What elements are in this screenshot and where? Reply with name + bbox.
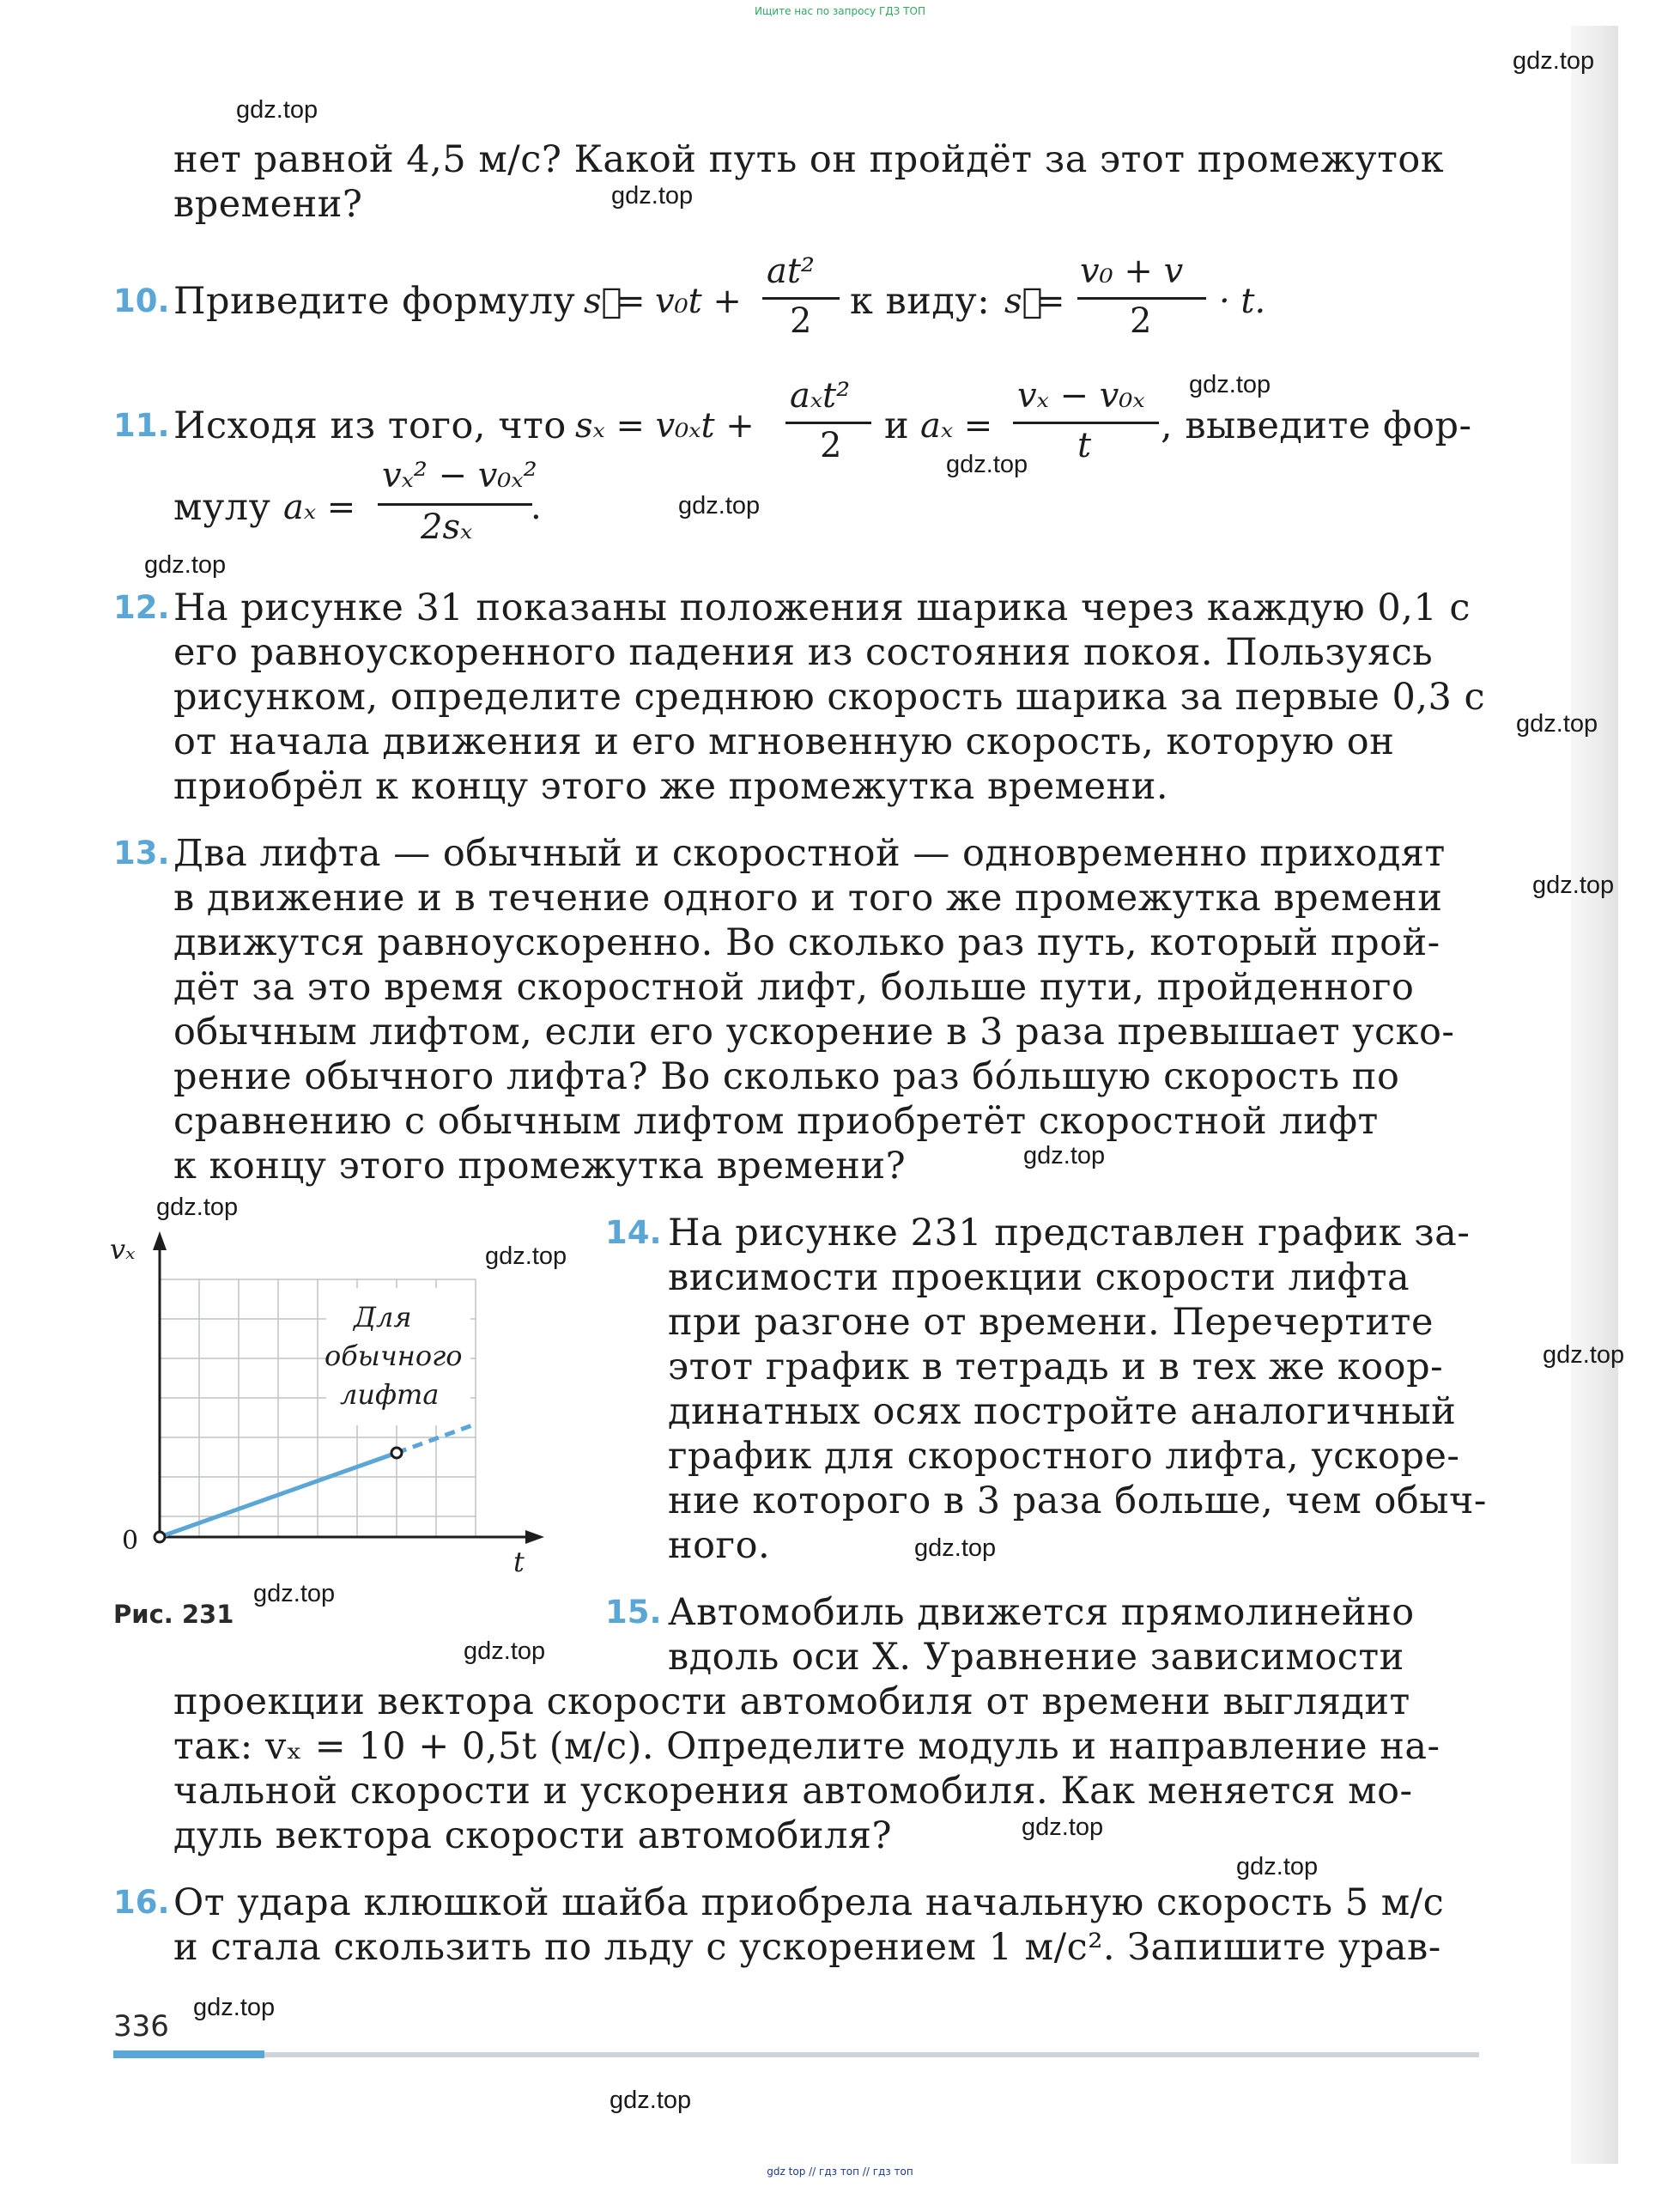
problem-number: 16. <box>113 1884 170 1921</box>
watermark: gdz.top <box>1236 1853 1319 1880</box>
formula-end: . <box>531 488 542 527</box>
figure-caption: Рис. 231 <box>113 1600 234 1629</box>
problem15-line: вдоль оси X. Уравнение зависимости <box>668 1636 1404 1679</box>
watermark: gdz.top <box>156 1194 239 1221</box>
formula-s: s⃗ <box>1004 282 1043 321</box>
problem13-line: рение обычного лифта? Во сколько раз бóльшую скорость по <box>173 1055 1400 1098</box>
fraction-denominator: 2 <box>1130 301 1152 341</box>
fraction-numerator: vₓ − v₀ₓ <box>1017 376 1145 416</box>
watermark: gdz.top <box>1516 710 1598 738</box>
problem-number: 15. <box>605 1594 662 1631</box>
fraction-bar <box>378 503 532 506</box>
watermark: gdz.top <box>1513 47 1595 75</box>
fraction-bar <box>762 297 840 300</box>
watermark: gdz.top <box>1543 1341 1625 1369</box>
problem10-lead: Приведите формулу <box>173 280 576 323</box>
fraction-numerator: aₓt² <box>790 376 851 416</box>
watermark: gdz.top <box>1023 1142 1106 1169</box>
problem14-line: этот график в тетрадь и в тех же коор- <box>668 1346 1444 1388</box>
problem9-line: нет равной 4,5 м/с? Какой путь он пройдёт за этот промежуток <box>173 138 1445 181</box>
watermark: gdz.top <box>946 451 1028 478</box>
footer-rule <box>264 2052 1479 2057</box>
problem12-line: его равноускоренного падения из состояния покоя. Пользуясь <box>173 631 1434 674</box>
problem14-line: динатных осях постройте аналогичный <box>668 1390 1457 1433</box>
problem15-line: Автомобиль движется прямолинейно <box>668 1591 1415 1634</box>
problem12-line: от начала движения и его мгновенную скорость, которую он <box>173 720 1395 763</box>
x-axis-label: t <box>513 1546 525 1578</box>
formula-s: s <box>584 282 622 321</box>
problem9-line: времени? <box>173 183 363 226</box>
problem13-line: к концу этого промежутка времени? <box>173 1145 907 1188</box>
page-number: 336 <box>113 2009 169 2044</box>
fraction-bar <box>1077 297 1206 300</box>
problem14-line: ние которого в 3 раза больше, чем обыч- <box>668 1479 1487 1522</box>
conjunction: и <box>884 404 910 447</box>
fraction-denominator: 2 <box>820 426 842 465</box>
problem14-line: На рисунке 231 представлен график за- <box>668 1212 1471 1254</box>
formula-sx: sₓ = v₀ₓt + <box>575 406 755 446</box>
graph-note: обычного <box>324 1340 463 1372</box>
bottom-banner: gdz top // гдз топ // гдз топ <box>767 2166 913 2178</box>
watermark: gdz.top <box>464 1637 546 1665</box>
problem-number: 14. <box>605 1214 662 1251</box>
graph-note: лифта <box>340 1378 440 1411</box>
problem15-line: так: vₓ = 10 + 0,5t (м/с). Определите модуль и направление на- <box>173 1725 1440 1768</box>
watermark: gdz.top <box>1532 872 1615 899</box>
fraction-bar <box>1013 422 1159 424</box>
watermark: gdz.top <box>485 1242 567 1270</box>
problem13-line: сравнению с обычным лифтом приобретёт скоростной лифт <box>173 1100 1379 1143</box>
formula-tail: · t. <box>1219 282 1266 321</box>
page-edge-shadow <box>1571 26 1618 2164</box>
problem12-line: приобрёл к концу этого же промежутка времени. <box>173 765 1169 808</box>
y-axis-label: vₓ <box>110 1233 136 1266</box>
formula-eq: = <box>616 282 646 321</box>
problem-number: 12. <box>113 589 170 626</box>
fraction-bar <box>785 422 871 424</box>
graph-note: Для <box>354 1301 412 1333</box>
top-banner: Ищите нас по запросу ГДЗ ТОП <box>755 5 925 17</box>
watermark: gdz.top <box>610 2087 692 2114</box>
problem-number: 13. <box>113 835 170 872</box>
watermark: gdz.top <box>236 96 318 124</box>
problem13-line: дёт за это время скоростной лифт, больше пути, пройденного <box>173 966 1415 1009</box>
problem-number: 10. <box>113 282 170 319</box>
fraction-numerator: at² <box>767 252 815 291</box>
problem14-line: график для скоростного лифта, ускоре- <box>668 1435 1460 1478</box>
problem16-line: От удара клюшкой шайба приобрела начальную скорость 5 м/с <box>173 1881 1445 1924</box>
problem14-line: при разгоне от времени. Перечертите <box>668 1301 1434 1344</box>
watermark: gdz.top <box>678 492 761 519</box>
problem15-line: чальной скорости и ускорения автомобиля. Как меняется мо- <box>173 1770 1413 1813</box>
problem11-tail: , выведите фор- <box>1161 404 1472 447</box>
problem14-line: висимости проекции скорости лифта <box>668 1256 1410 1299</box>
watermark: gdz.top <box>611 182 694 210</box>
watermark: gdz.top <box>1022 1813 1104 1841</box>
watermark: gdz.top <box>144 551 227 579</box>
problem15-line: проекции вектора скорости автомобиля от времени выглядит <box>173 1680 1410 1723</box>
footer-rule-accent <box>113 2050 264 2058</box>
formula-v0t: v₀t + <box>655 282 742 321</box>
watermark: gdz.top <box>1189 371 1271 398</box>
problem13-line: движутся равноускоренно. Во сколько раз путь, который прой- <box>173 921 1440 964</box>
problem11-lead: Исходя из того, что <box>173 404 567 447</box>
problem15-line: дуль вектора скорости автомобиля? <box>173 1814 893 1857</box>
fraction-denominator: 2 <box>790 301 812 341</box>
fraction-numerator: v₀ + v <box>1080 252 1184 291</box>
problem12-line: На рисунке 31 показаны положения шарика через каждую 0,1 с <box>173 586 1471 629</box>
watermark: gdz.top <box>193 1994 276 2021</box>
formula-ax: aₓ = <box>920 406 993 446</box>
fraction-numerator: vₓ² − v₀ₓ² <box>382 456 537 495</box>
problem16-line: и стала скользить по льду с ускорением 1 м/с². Запишите урав- <box>173 1926 1441 1969</box>
problem12-line: рисунком, определите среднюю скорость шарика за первые 0,3 с <box>173 676 1486 719</box>
formula-ax: aₓ = <box>283 488 356 527</box>
fraction-denominator: 2sₓ <box>421 507 473 547</box>
watermark: gdz.top <box>914 1534 997 1562</box>
problem10-mid: к виду: <box>850 280 991 323</box>
problem-number: 11. <box>113 407 170 444</box>
problem11-line2: мулу <box>173 486 271 529</box>
fraction-denominator: t <box>1077 426 1092 465</box>
page-outer-margin <box>1618 26 1680 2164</box>
origin-label: 0 <box>122 1526 139 1556</box>
formula-eq: = <box>1036 282 1065 321</box>
problem14-line: ного. <box>668 1524 771 1567</box>
velocity-time-graph <box>94 1228 610 1589</box>
watermark: gdz.top <box>253 1580 336 1607</box>
problem13-line: в движение и в течение одного и того же промежутка времени <box>173 877 1443 920</box>
problem13-line: Два лифта — обычный и скоростной — одновременно приходят <box>173 832 1446 875</box>
problem13-line: обычным лифтом, если его ускорение в 3 раза превышает уско- <box>173 1011 1455 1054</box>
